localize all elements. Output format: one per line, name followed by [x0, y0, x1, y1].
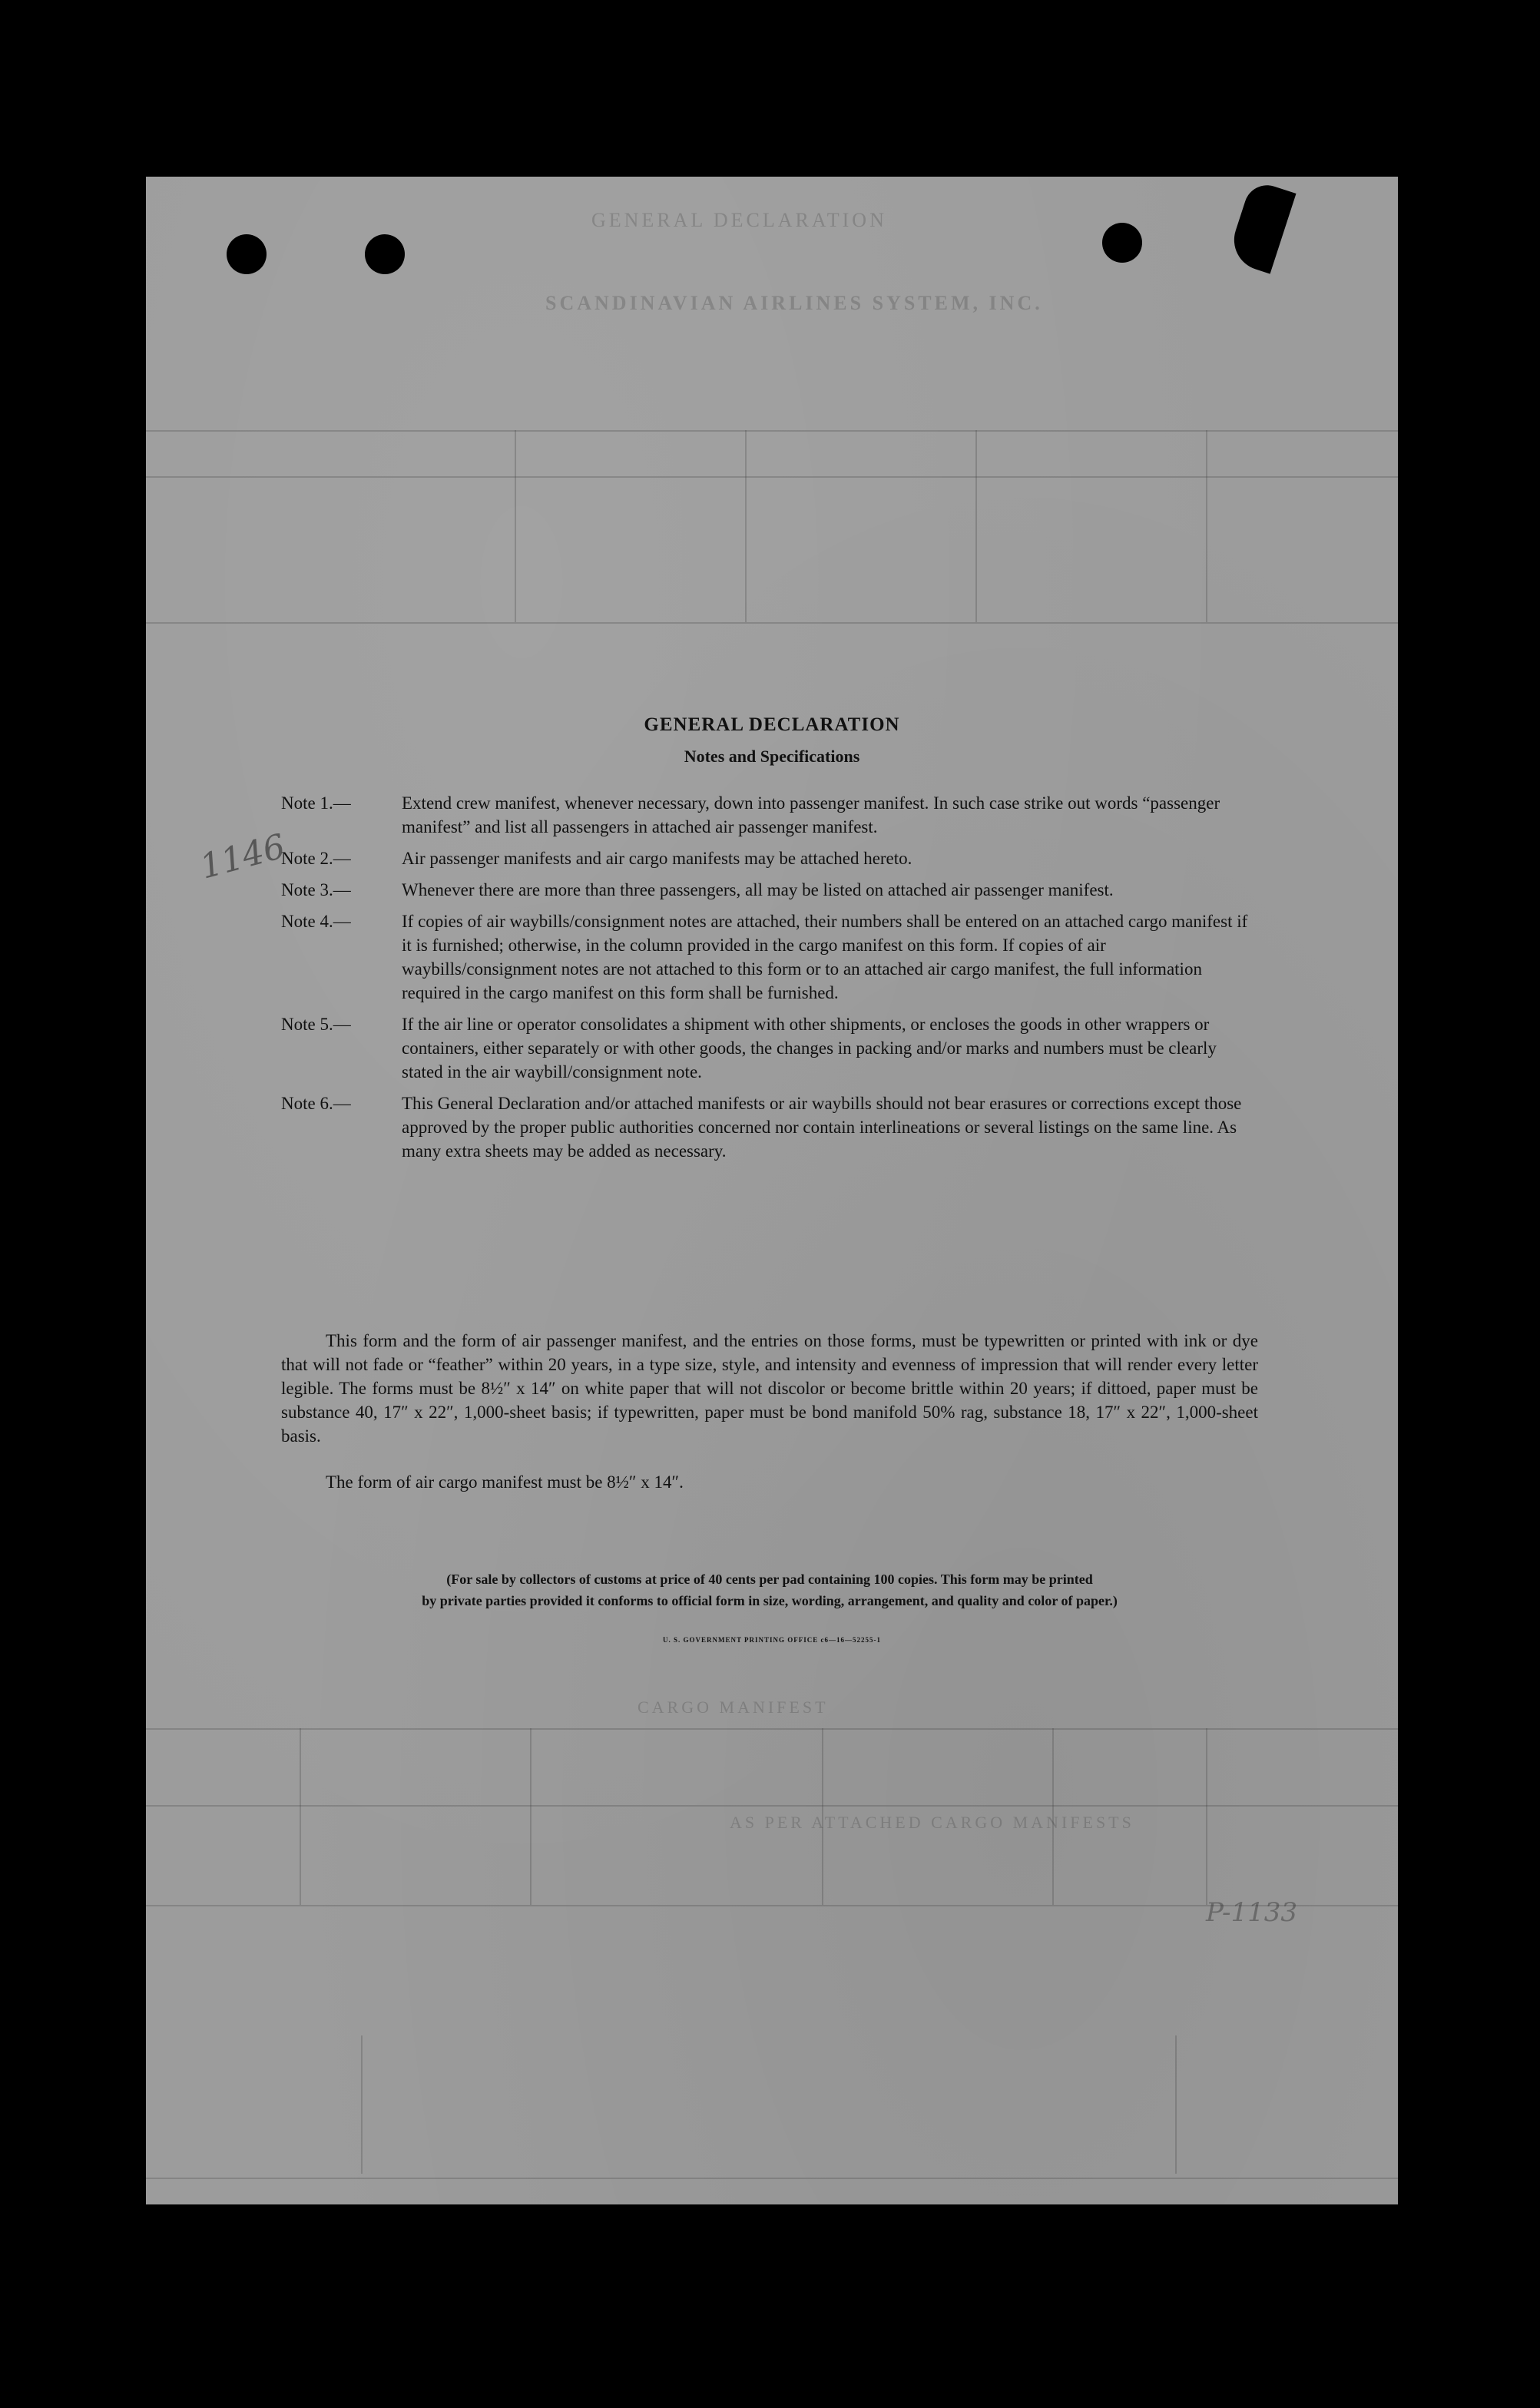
bleed-cargo: CARGO MANIFEST	[638, 1698, 829, 1717]
bleed-header-1: GENERAL DECLARATION	[591, 209, 887, 231]
note-label-word: Note	[281, 849, 316, 868]
note-5	[281, 1012, 1258, 1084]
note-3	[281, 878, 1258, 902]
note-label-word: Note	[281, 793, 316, 813]
note-label-word: Note	[281, 880, 316, 899]
note-label-number: 5.—	[315, 1015, 351, 1034]
note-label-word: Note	[281, 1094, 316, 1113]
note-label-number: 4.—	[315, 912, 351, 931]
handwritten-bottom-mark: P-1133	[1206, 1897, 1298, 1928]
specification-paragraph: This form and the form of air passenger manifest, and the entries on those forms, must be typewritten or printed with ink or dye that will not fade or “feather” within 20 years, in a type size, style, and intensity and evenness of impression that will render every letter legible. The forms must be 8½″ x 14″ on white paper that will not discolor or become brittle within 20 years; if dittoed, paper must be substance 40, 17″ x 22″, 1,000-sheet basis; if typewritten, paper must be bond manifold 50% rag, substance 18, 17″ x 22″, 1,000-sheet basis.	[281, 1331, 1258, 1446]
notes-list	[281, 791, 1258, 1171]
bleed-header-2: SCANDINAVIAN AIRLINES SYSTEM, INC.	[545, 292, 1043, 314]
document-page	[146, 177, 1398, 2204]
note-body: If copies of air waybills/consignment notes are attached, their numbers shall be entered on an attached cargo manifest if it is furnished; otherwise, in the column provided in the cargo manifest on this form. If copies of air waybills/consignment notes are not attached to this form or to an attached air cargo manifest, the full information required in the cargo manifest on this form shall be furnished.	[402, 912, 1248, 1002]
note-4	[281, 909, 1258, 1005]
sale-notice	[281, 1568, 1258, 1611]
sale-notice-line-1: (For sale by collectors of customs at price of 40 cents per pad containing 100 copies. This form may be printed	[446, 1572, 1093, 1587]
note-label-word: Note	[281, 1015, 316, 1034]
printer-imprint: U. S. GOVERNMENT PRINTING OFFICE c6—16—52255-1	[662, 1636, 882, 1644]
note-body: If the air line or operator consolidates a shipment with other shipments, or encloses the goods in other wrappers or containers, either separately or with other goods, the changes in packing and/or marks and numbers must be clearly stated in the air waybill/consignment note.	[402, 1015, 1217, 1081]
note-label-number: 2.—	[315, 849, 351, 868]
cargo-manifest-size-line: The form of air cargo manifest must be 8½″ x 14″.	[326, 1472, 684, 1492]
note-label-number: 3.—	[315, 880, 351, 899]
note-body: Whenever there are more than three passengers, all may be listed on attached air passenger manifest.	[402, 880, 1114, 899]
note-2	[281, 846, 1258, 870]
note-body: This General Declaration and/or attached manifests or air waybills should not bear erasures or corrections except those approved by the proper public authorities concerned nor contain interlineations or several listings on the same line. As many extra sheets may be added as necessary.	[402, 1094, 1242, 1161]
note-label-number: 1.—	[315, 793, 351, 813]
sale-notice-line-2: by private parties provided it conforms to official form in size, wording, arrangement, and quality and color of paper.)	[422, 1593, 1118, 1608]
note-1	[281, 791, 1258, 839]
document-title: GENERAL DECLARATION	[644, 714, 900, 735]
note-body: Air passenger manifests and air cargo manifests may be attached hereto.	[402, 849, 912, 868]
bleed-attached: AS PER ATTACHED CARGO MANIFESTS	[730, 1813, 1134, 1832]
note-6	[281, 1091, 1258, 1163]
note-body: Extend crew manifest, whenever necessary, down into passenger manifest. In such case strike out words “passenger manifest” and list all passengers in attached air passenger manifest.	[402, 793, 1220, 836]
declaration-content	[146, 177, 1398, 2204]
note-label-number: 6.—	[315, 1094, 351, 1113]
note-label-word: Note	[281, 912, 316, 931]
handwritten-margin-mark: 1146	[196, 826, 290, 887]
document-subtitle: Notes and Specifications	[684, 747, 860, 766]
